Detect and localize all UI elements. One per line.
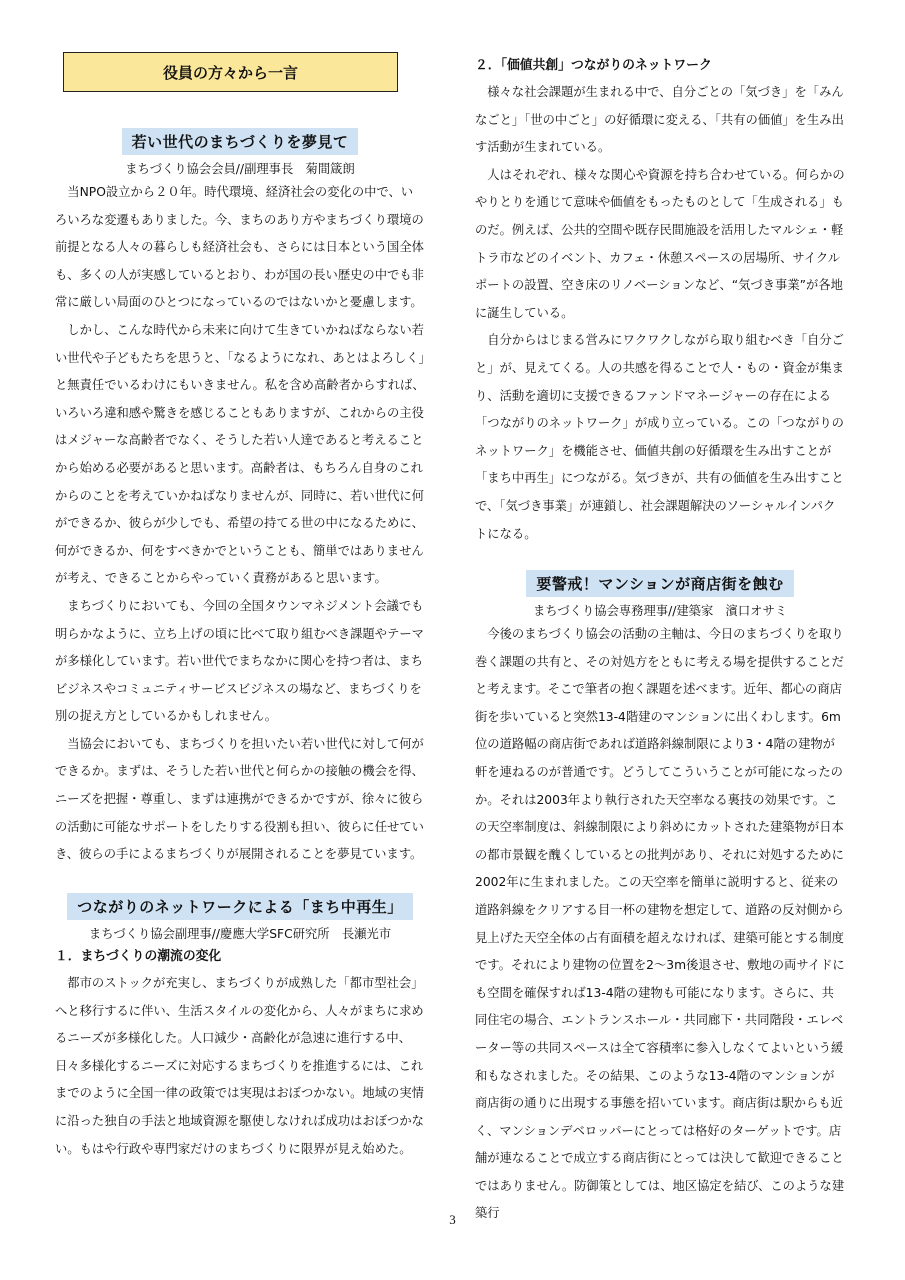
section-value-cocreation: [475, 53, 845, 548]
section-network-regeneration: [55, 893, 425, 1163]
section-byline: まちづくり協会副理事//慶應大学SFC研究所 長瀬光市: [88, 927, 392, 941]
paragraph: 今後のまちづくり協会の活動の主軸は、今日のまちづくりを取り巻く課題の共有と、その対処方をともに考える場を提供することだと考えます。そこで筆者の抱く課題を述べます。近年、都心の商店街を歩いていると突然13-4階建のマンションに出くわします。6m位の道路幅の商店街であれば道路斜線制限により3・4階の建物が軒を連ねるのが普通です。どうしてこういうことが可能になったのか。それは2003年より執行された天空率なる裏技の効果です。この天空率制度は、斜線制限により斜めにカットされた建築物が日本の都市景観を醜くしているとの批判があり、それに対処するために2002年に生まれました。この天空率を簡単に説明すると、従来の道路斜線をクリアする目一杯の建物を想定して、道路の反対側から見上げた天空全体の占有面積を超えなければ、建築可能とする制度です。それにより建物の位置を2〜3m後退させ、敷地の両サイドにも空間を確保すれば13-4階の建物も可能になります。さらに、共同住宅の場合、エントランスホール・共同廊下・共同階段・エレベーター等の共同スペースは全て容積率に参入しなくてよいという緩和もなされました。その結果、このような13-4階のマンションが商店街の通りに出現する事態を招いています。商店街は駅からも近く、マンションデベロッパーにとっては格好のターゲットです。店舗が連なることで成立する商店街にとっては決して歓迎できることではありません。防御策としては、地区協定を結び、このような建築行: [475, 627, 845, 1221]
section-body: [475, 79, 845, 548]
paragraph: 人はそれぞれ、様々な関心や資源を持ち合わせている。何らかのやりとりを通じて意味や価値をもったものとして「生成される」ものだ。例えば、公共的空間や既存民間施設を活用したマルシェ・軽トラ市などのイベント、カフェ・休憩スペースの居場所、サイクルポートの設置、空き床のリノベーションなど、“気づき事業”が各地に誕生している。: [475, 167, 845, 320]
subsection-heading: １．まちづくりの潮流の変化: [55, 949, 222, 964]
section-byline: まちづくり協会会員//副理事長 菊間箴朗: [125, 162, 355, 176]
section-title: つながりのネットワークによる「まち中再生」: [67, 893, 413, 920]
section-body: [55, 179, 425, 869]
page-number: 3: [449, 1212, 456, 1227]
section-body: [475, 621, 845, 1228]
paragraph: まちづくりにおいても、今回の全国タウンマネジメント会議でも明らかなように、立ち上げの頃に比べて取り組むべき課題やテーマが多様化しています。若い世代でまちなかに関心を持つ者は、まちビジネスやコミュニティサービスビジネスの場など、まちづくりを別の捉え方としているかもしれません。: [55, 598, 424, 724]
paragraph: 当NPO設立から２０年。時代環境、経済社会の変化の中で、いろいろな変遷もありました。今、まちのあり方やまちづくり環境の前提となる人々の暮らしも経済社会も、さらには日本という国全体も、多くの人が実感しているとおり、わが国の長い歴史の中でも非常に厳しい局面のひとつになっているのではないかと憂慮します。: [55, 185, 424, 310]
subsection-heading: ２．「価値共創」つながりのネットワーク: [475, 58, 712, 73]
section-young-generation: [55, 128, 425, 869]
paragraph: 当協会においても、まちづくりを担いたい若い世代に対して何ができるか。まずは、そうした若い世代と何らかの接触の機会を得、ニーズを把握・尊重し、まずは連携ができるかですが、徐々に彼らの活動に可能なサポートをしたりする役割も担い、彼らに任せていき、彼らの手によるまちづくりが展開されることを夢見ています。: [55, 736, 424, 862]
section-mansion-warning: [475, 570, 845, 1228]
paragraph: 自分からはじまる営みにワクワクしながら取り組むべき「自分ごと」が、見えてくる。人の共感を得ることで人・もの・資金が集まり、活動を適切に支援できるファンドマネージャーの存在による「つながりのネットワーク」が成り立っている。この「つながりのネットワーク」を機能させ、価値共創の好循環を生み出すことが「まち中再生」につながる。気づきが、共有の価値を生み出すことで、「気づき事業」が連鎖し、社会課題解決のソーシャルインパクトになる。: [475, 333, 844, 541]
section-byline: まちづくり協会専務理事//建築家 濱口オサミ: [532, 604, 788, 618]
section-body: [55, 970, 425, 1163]
paragraph: 様々な社会課題が生まれる中で、自分ごとの「気づき」を「みんなごと」「世の中ごと」の好循環に変える、「共有の価値」を生み出す活動が生まれている。: [475, 85, 844, 155]
paragraph: しかし、こんな時代から未来に向けて生きていかねばならない若い世代や子どもたちを思うと、「なるようになれ、あとはよろしく」と無責任でいるわけにもいきません。私を含め高齢者からすれば、いろいろ違和感や驚きを感じることもありますが、これからの主役はメジャーな高齢者でなく、そうした若い人達であると考えることから始める必要があると思います。高齢者は、もちろん自身のこれからのことを考えていかねばなりませんが、同時に、若い世代に何ができるか、彼らが少しでも、希望の持てる世の中になるために、何ができるか、何をすべきかでということも、簡単ではありませんが考え、できることからやっていく責務があると思います。: [55, 322, 425, 586]
paragraph: 都市のストックが充実し、まちづくりが成熟した「都市型社会」へと移行するに伴い、生活スタイルの変化から、人々がまちに求めるニーズが多様化した。人口減少・高齢化が急速に進行する中、日々多様化するニーズに対応するまちづくりを推進するには、これまでのように全国一律の政策では実現はおぼつかない。地域の実情に沿った独自の手法と地域資源を駆使しなければ成功はおぼつかない。もはや行政や専門家だけのまちづくりに限界が見え始めた。: [55, 976, 424, 1156]
section-title: 若い世代のまちづくりを夢見て: [122, 128, 359, 155]
page-heading: 役員の方々から一言: [63, 52, 398, 92]
section-title: 要警戒！マンションが商店街を蝕む: [526, 570, 793, 597]
